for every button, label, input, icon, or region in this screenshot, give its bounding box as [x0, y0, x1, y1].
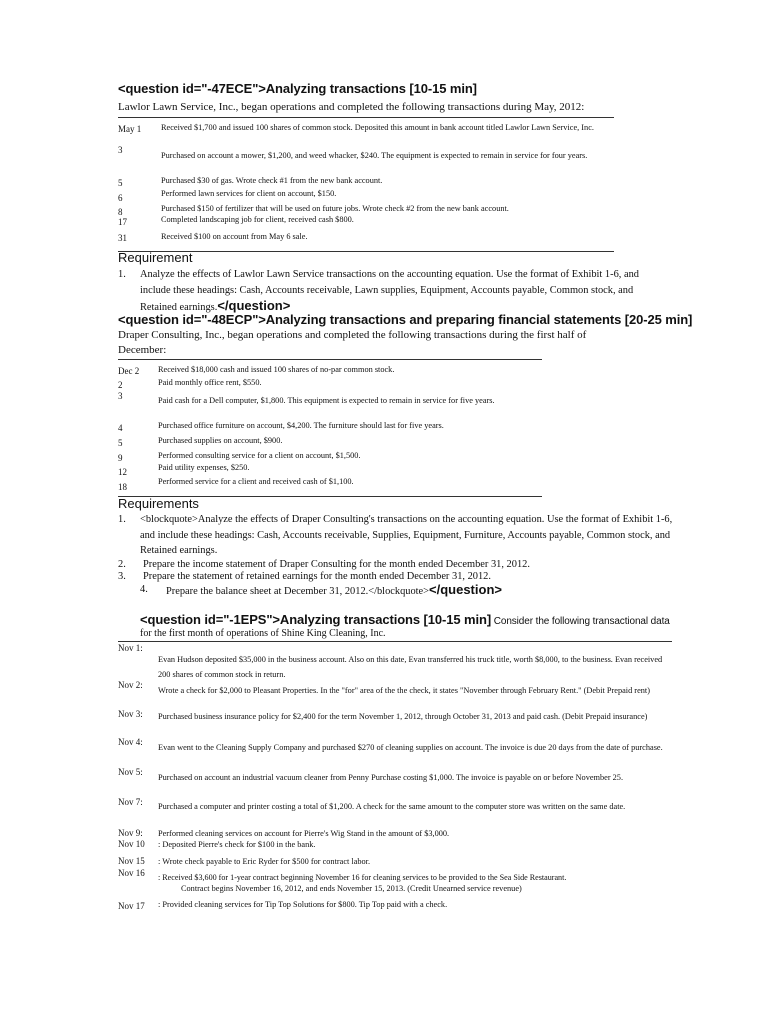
q2-date: 9: [118, 453, 123, 463]
q3-date: Nov 17: [118, 901, 145, 911]
q1-date: 17: [118, 217, 127, 227]
q3-text-continued: Contract begins November 16, 2012, and ends November 15, 2013. (Credit Unearned service revenue): [181, 884, 522, 893]
q3-heading: [140, 612, 670, 627]
q3-text: : Received $3,600 for 1-year contract beginning November 16 for cleaning services to be provided to the Sea Side Restaurant.: [158, 873, 567, 882]
q2-intro: Draper Consulting, Inc., began operations and completed the following transactions during the first half of: [118, 329, 587, 341]
q1-text: Completed landscaping job for client, received cash $800.: [161, 215, 354, 224]
q1-question-close: </question>: [217, 298, 291, 313]
q2-question-close: </question>: [429, 582, 502, 597]
q2-text: Purchased office furniture on account, $4,200. The furniture should last for five years.: [158, 421, 444, 430]
q2-text: Paid utility expenses, $250.: [158, 463, 250, 472]
q3-text: Purchased a computer and printer costing a total of $1,200. A check for the same amount to the computer store was written on the same date.: [158, 802, 626, 811]
q3-text: : Wrote check payable to Eric Ryder for $500 for contract labor.: [158, 857, 371, 866]
q3-date: Nov 3:: [118, 709, 143, 719]
q2-requirement: [140, 582, 660, 600]
q2-date: 12: [118, 467, 127, 477]
q1-requirement-heading: Requirement: [118, 250, 193, 265]
q2-req-text: <blockquote>Analyze the effects of Draper Consulting's transactions on the accounting equation. Use the format of Exhibit 1-6, and include these headings: Cash, Accounts receivable, Supplies, Equipment, Furniture, Accounts payable, Common stock, and Retained earnings.: [140, 514, 673, 556]
q1-text: Performed lawn services for client on account, $150.: [161, 189, 337, 198]
q2-text: Performed service for a client and received cash of $1,100.: [158, 477, 354, 486]
q2-date: 2: [118, 380, 123, 390]
q1-req-text: Analyze the effects of Lawlor Lawn Service transactions on the accounting equation. Use the format of Exhibit 1-6, and include these headings: Cash, Accounts receivable, Lawn supplies, Equipment, Accounts payable, Common stock, and Retained earnings.: [140, 269, 639, 313]
q1-heading: <question id="-47ECE">Analyzing transactions [10-15 min]: [118, 81, 477, 96]
q2-req-text: Prepare the balance sheet at December 31, 2012.</blockquote>: [166, 586, 430, 597]
q1-requirement: [118, 267, 666, 315]
q2-date: 4: [118, 423, 123, 433]
q1-text: Received $100 on account from May 6 sale.: [161, 232, 308, 241]
q3-date: Nov 2:: [118, 680, 143, 690]
q2-req-number: 4.: [140, 584, 148, 595]
q2-text: Paid cash for a Dell computer, $1,800. This equipment is expected to remain in service for five years.: [158, 396, 495, 405]
q2-date: 5: [118, 438, 123, 448]
q2-date: 3: [118, 391, 123, 401]
q2-rule: [118, 359, 542, 360]
q3-text: Evan went to the Cleaning Supply Company and purchased $270 of cleaning supplies on account. The invoice is due 20 days from the date of purchase.: [158, 743, 663, 752]
q3-text: : Provided cleaning services for Tip Top Solutions for $800. Tip Top paid with a check.: [158, 900, 448, 909]
q2-text: Purchased supplies on account, $900.: [158, 436, 283, 445]
q2-requirement: [118, 512, 673, 560]
q1-text: Received $1,700 and issued 100 shares of common stock. Deposited this amount in bank account titled Lawlor Lawn Service, Inc.: [161, 123, 594, 132]
q3-text: : Deposited Pierre's check for $100 in the bank.: [158, 840, 316, 849]
q1-intro: Lawlor Lawn Service, Inc., began operations and completed the following transactions during May, 2012:: [118, 101, 585, 113]
q1-date: 8: [118, 207, 123, 217]
q3-text: Wrote a check for $2,000 to Pleasant Properties. In the "for" area of the the check, it states "November through February Rent." (Debit Prepaid rent): [158, 686, 650, 695]
q1-text: Purchased on account a mower, $1,200, and weed whacker, $240. The equipment is expected to remain in service for four years.: [161, 151, 588, 160]
q3-heading-rest: Consider the following transactional data: [491, 616, 670, 627]
q2-req-number: 3.: [118, 571, 126, 582]
q3-date: Nov 5:: [118, 767, 143, 777]
q3-intro: for the first month of operations of Shine King Cleaning, Inc.: [140, 628, 386, 639]
q1-req-number: 1.: [118, 269, 126, 280]
q1-date: 3: [118, 145, 123, 155]
q2-requirements-heading: Requirements: [118, 496, 199, 511]
q3-date: Nov 9:: [118, 828, 143, 838]
q3-date: Nov 4:: [118, 737, 143, 747]
q2-req-rule: [118, 496, 542, 497]
q3-heading-title: <question id="-1EPS">Analyzing transactions [10-15 min]: [140, 612, 492, 627]
q3-date: Nov 7:: [118, 797, 143, 807]
q2-intro-2: December:: [118, 344, 167, 356]
q2-text: Performed consulting service for a client on account, $1,500.: [158, 451, 361, 460]
q1-date: May 1: [118, 124, 142, 134]
q3-date: Nov 10: [118, 839, 145, 849]
q2-date: 18: [118, 482, 127, 492]
q2-req-text: Prepare the income statement of Draper Consulting for the month ended December 31, 2012.: [143, 559, 530, 570]
q1-text: Purchased $30 of gas. Wrote check #1 from the new bank account.: [161, 176, 383, 185]
q1-req-rule: [118, 251, 614, 252]
q3-date: Nov 1:: [118, 643, 143, 653]
q3-date: Nov 15: [118, 856, 145, 866]
q3-date: Nov 16: [118, 868, 145, 878]
q2-req-number: 1.: [118, 514, 126, 525]
q3-rule: [118, 641, 672, 642]
q1-date: 6: [118, 193, 123, 203]
q1-date: 5: [118, 178, 123, 188]
q2-req-text: Prepare the statement of retained earnings for the month ended December 31, 2012.: [143, 571, 491, 582]
q1-date: 31: [118, 233, 127, 243]
q1-text: Purchased $150 of fertilizer that will be used on future jobs. Wrote check #2 from the new bank account.: [161, 204, 509, 213]
q1-rule: [118, 117, 614, 118]
q3-text: Purchased business insurance policy for $2,400 for the term November 1, 2012, through October 31, 2013 and paid cash. (Debit Prepaid insurance): [158, 712, 648, 721]
q2-date: Dec 2: [118, 366, 140, 376]
q3-text: Purchased on account an industrial vacuum cleaner from Penny Purchase costing $1,000. The invoice is payable on or before November 25.: [158, 773, 624, 782]
q3-text: Evan Hudson deposited $35,000 in the business account. Also on this date, Evan transferred his truck title, worth $8,000, to the business. Evan received 200 shares of common stock in return.: [158, 655, 663, 679]
q2-heading: <question id="-48ECP">Analyzing transactions and preparing financial statements [20-25 min]: [118, 312, 693, 327]
q2-text: Paid monthly office rent, $550.: [158, 378, 262, 387]
q2-text: Received $18,000 cash and issued 100 shares of no-par common stock.: [158, 365, 395, 374]
q2-req-number: 2.: [118, 559, 126, 570]
q3-text: Performed cleaning services on account for Pierre's Wig Stand in the amount of $3,000.: [158, 829, 450, 838]
